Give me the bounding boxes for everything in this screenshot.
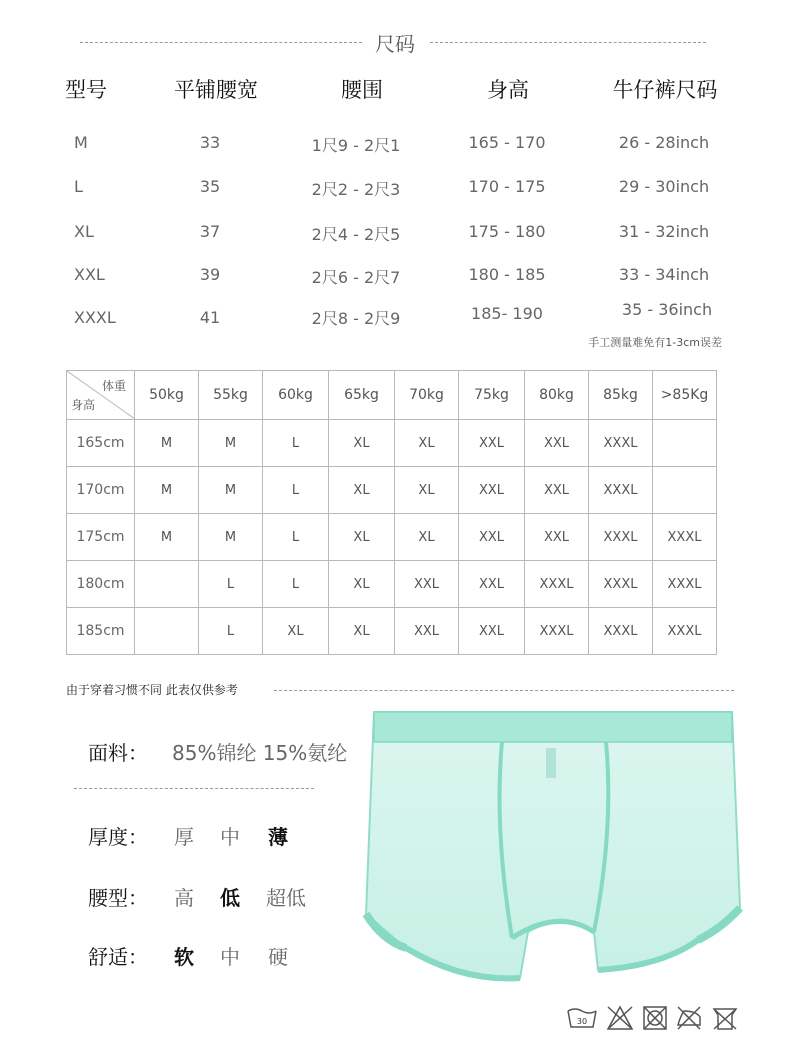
size-cell: 1尺9 - 2尺1 — [311, 136, 401, 155]
wash-30-icon — [566, 1005, 598, 1031]
grid-row — [67, 608, 717, 655]
grid-cell: XXXL — [589, 467, 653, 514]
size-cell: 41 — [199, 308, 221, 327]
reference-note: 由于穿着习惯不同 此表仅供参考 — [66, 683, 238, 697]
grid-cell: XXL — [459, 467, 525, 514]
thickness-option-thick: 厚 — [174, 825, 194, 849]
grid-cell: L — [199, 561, 263, 608]
size-cell: 31 - 32inch — [618, 222, 710, 241]
grid-cell: XL — [329, 420, 395, 467]
grid-cell: XL — [329, 561, 395, 608]
wash-temp-label: 30 — [576, 1017, 588, 1026]
grid-cell — [135, 561, 199, 608]
no-tumble-dry-icon — [642, 1005, 668, 1031]
grid-cell: XL — [395, 514, 459, 561]
grid-cell: XXL — [459, 561, 525, 608]
grid-cell: M — [135, 467, 199, 514]
grid-cell: M — [199, 514, 263, 561]
grid-cell: XXL — [459, 608, 525, 655]
header-waist: 腰围 — [341, 78, 383, 102]
weight-header: 50kg — [135, 371, 199, 420]
grid-cell: XXL — [395, 608, 459, 655]
size-cell: 33 - 34inch — [618, 265, 710, 284]
thickness-label: 厚度： — [88, 825, 148, 849]
header-model: 型号 — [65, 78, 107, 102]
thickness-option-medium: 中 — [220, 825, 240, 849]
grid-row — [67, 467, 717, 514]
height-header: 185cm — [67, 608, 135, 655]
header-height: 身高 — [487, 78, 529, 102]
size-table-header — [0, 74, 790, 104]
grid-cell: L — [263, 561, 329, 608]
boxer-briefs-image — [362, 708, 746, 990]
height-header: 170cm — [67, 467, 135, 514]
grid-cell — [653, 420, 717, 467]
size-cell: 2尺2 - 2尺3 — [311, 180, 401, 199]
size-row — [0, 133, 790, 163]
grid-cell: L — [199, 608, 263, 655]
size-cell: 39 — [199, 265, 221, 284]
size-cell: 33 — [199, 133, 221, 152]
size-cell: XXXL — [74, 308, 116, 327]
grid-cell: XXXL — [589, 608, 653, 655]
measurement-note: 手工测量难免有1-3cm误差 — [588, 336, 722, 349]
size-row — [0, 300, 790, 336]
grid-cell: M — [199, 420, 263, 467]
grid-cell: XXXL — [589, 514, 653, 561]
grid-cell: XXXL — [653, 561, 717, 608]
weight-header: 55kg — [199, 371, 263, 420]
waist-option-low: 低 — [220, 886, 240, 910]
grid-header-row — [67, 371, 717, 420]
grid-row — [67, 561, 717, 608]
grid-cell: L — [263, 467, 329, 514]
fabric-value: 85%锦纶 15%氨纶 — [172, 741, 348, 765]
grid-cell: L — [263, 514, 329, 561]
weight-header: 65kg — [329, 371, 395, 420]
waist-option-high: 高 — [174, 886, 194, 910]
grid-cell: XXL — [525, 420, 589, 467]
grid-cell: M — [199, 467, 263, 514]
fabric-label: 面料： — [88, 741, 148, 765]
grid-cell: XXXL — [653, 608, 717, 655]
size-cell: 2尺8 - 2尺9 — [311, 309, 401, 328]
no-bleach-icon — [606, 1005, 634, 1031]
size-cell: M — [74, 133, 88, 152]
grid-row — [67, 514, 717, 561]
grid-cell: XXL — [459, 420, 525, 467]
weight-header: 70kg — [395, 371, 459, 420]
grid-cell — [135, 608, 199, 655]
size-cell: 29 - 30inch — [618, 177, 710, 196]
size-cell: 170 - 175 — [468, 177, 546, 196]
size-cell: 175 - 180 — [468, 222, 546, 241]
header-jeans-size: 牛仔裤尺码 — [612, 78, 718, 102]
size-cell: 35 — [199, 177, 221, 196]
grid-cell: XXL — [525, 467, 589, 514]
size-cell: 180 - 185 — [468, 265, 546, 284]
grid-row — [67, 420, 717, 467]
height-header: 180cm — [67, 561, 135, 608]
grid-cell: XL — [329, 467, 395, 514]
waist-label: 腰型： — [88, 886, 148, 910]
size-cell: 35 - 36inch — [621, 300, 713, 319]
weight-header: 85kg — [589, 371, 653, 420]
grid-cell: XXXL — [525, 561, 589, 608]
corner-weight-label: 体重 — [101, 379, 126, 393]
grid-cell: XXL — [525, 514, 589, 561]
size-row — [0, 177, 790, 207]
size-cell: 2尺6 - 2尺7 — [311, 268, 401, 287]
size-row — [0, 265, 790, 295]
comfort-option-hard: 硬 — [268, 945, 288, 969]
grid-corner-cell — [67, 371, 135, 420]
weight-header: 80kg — [525, 371, 589, 420]
header-flat-waist: 平铺腰宽 — [174, 78, 258, 102]
grid-cell: L — [263, 420, 329, 467]
size-row — [0, 222, 790, 252]
height-header: 165cm — [67, 420, 135, 467]
size-cell: 165 - 170 — [468, 133, 546, 152]
size-cell: XL — [74, 222, 94, 241]
grid-cell: XL — [329, 608, 395, 655]
grid-cell: XXXL — [653, 514, 717, 561]
thickness-option-thin: 薄 — [268, 825, 288, 849]
no-iron-icon — [674, 1005, 704, 1031]
grid-cell: XL — [329, 514, 395, 561]
grid-cell — [653, 467, 717, 514]
weight-header: 60kg — [263, 371, 329, 420]
comfort-option-medium: 中 — [220, 945, 240, 969]
corner-height-label: 身高 — [71, 398, 96, 412]
grid-cell: XXL — [395, 561, 459, 608]
weight-header: >85Kg — [653, 371, 717, 420]
size-cell: 185- 190 — [471, 304, 543, 323]
grid-cell: XXXL — [525, 608, 589, 655]
size-cell: 2尺4 - 2尺5 — [311, 225, 401, 244]
size-cell: 26 - 28inch — [618, 133, 710, 152]
grid-cell: XL — [395, 420, 459, 467]
weight-header: 75kg — [459, 371, 525, 420]
grid-cell: M — [135, 514, 199, 561]
grid-cell: XL — [395, 467, 459, 514]
grid-cell: XXL — [459, 514, 525, 561]
grid-cell: XXXL — [589, 561, 653, 608]
size-recommendation-table — [66, 370, 717, 655]
size-cell: XXL — [74, 265, 105, 284]
height-header: 175cm — [67, 514, 135, 561]
grid-cell: M — [135, 420, 199, 467]
size-cell: 37 — [199, 222, 221, 241]
grid-cell: XL — [263, 608, 329, 655]
waist-option-ultra-low: 超低 — [266, 886, 306, 910]
no-wring-icon — [710, 1005, 740, 1031]
size-cell: L — [74, 177, 83, 196]
comfort-option-soft: 软 — [174, 945, 194, 969]
grid-cell: XXXL — [589, 420, 653, 467]
page-title: 尺码 — [0, 28, 790, 57]
comfort-label: 舒适： — [88, 945, 148, 969]
